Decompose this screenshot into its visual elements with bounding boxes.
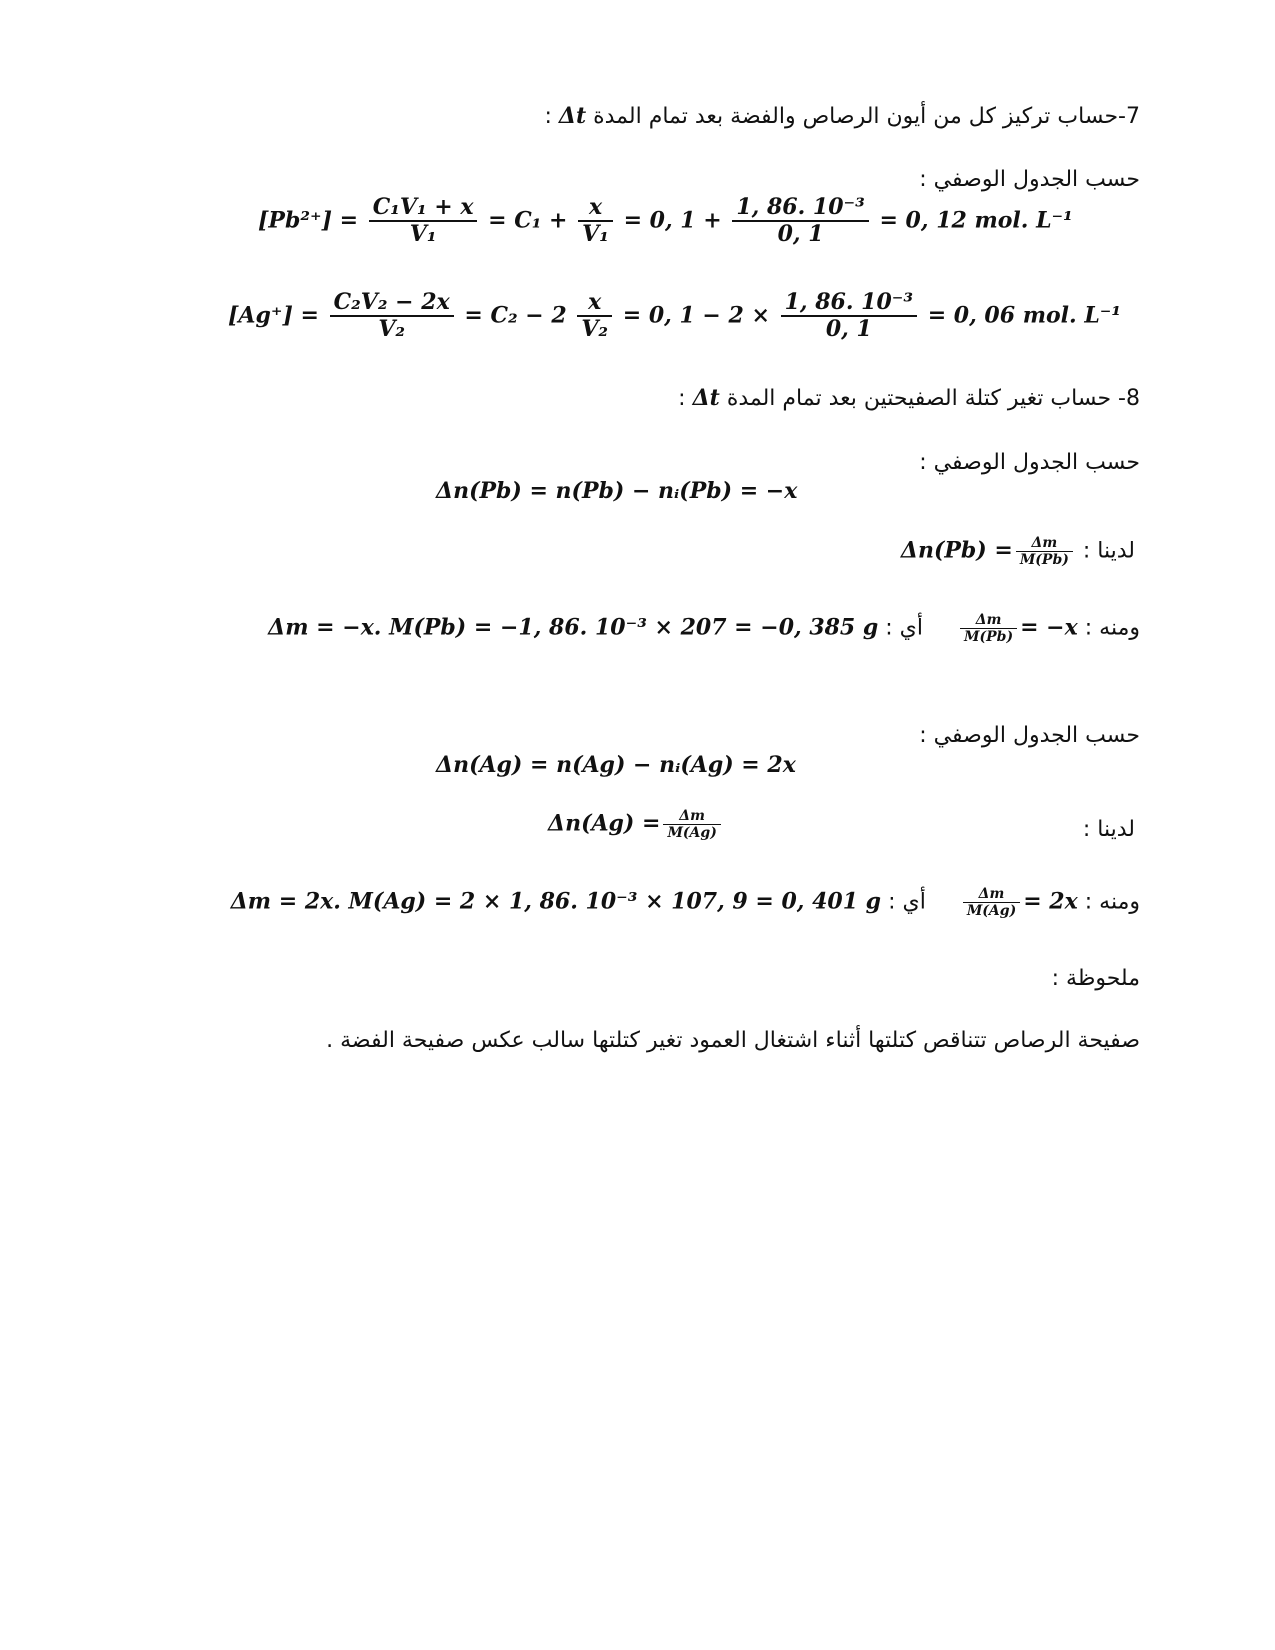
note-title: ملحوظة : bbox=[1051, 966, 1140, 991]
fraction: $\frac{x}{\text{V₁}}$ bbox=[578, 195, 613, 248]
table-reference-3: حسب الجدول الوصفي : bbox=[919, 723, 1140, 748]
fraction: $\frac{\text{C₁V₁ + x}}{\text{V₁}}$ bbox=[369, 195, 478, 248]
note-text: صفيحة الرصاص تتناقص كتلتها أثناء اشتغال العمود تغير كتلتها سالب عكس صفيحة الفضة . bbox=[326, 1028, 1140, 1053]
equation-pb-concentration: [Pb²⁺] = $\frac{\text{C₁V₁ + x}}{\text{V₁}}$ = C₁ + $\frac{x}{\text{V₁}}$ = 0, 1 + $\frac{\text{1, 86. 10⁻³}}{0, 1}$ = 0, 12 mol. L⁻¹ bbox=[258, 194, 1073, 248]
ag-hence-line: ومنه : $\frac{\Delta m}{M(Ag)}$ = 2x أي : Δm = 2x. M(Ag) = 2 × 1, 86. 10⁻³ × 107, 9 = 0, 401 g bbox=[230, 886, 1140, 920]
ag-we-have-label: لدينا : bbox=[1082, 817, 1135, 842]
fraction: $\frac{\text{C₂V₂ − 2x}}{\text{V₂}}$ bbox=[330, 290, 454, 343]
ag-delta-n-equation: Δn(Ag) = n(Ag) − nᵢ(Ag) = 2x bbox=[436, 752, 796, 778]
pb-we-have-line: لدينا : Δn(Pb) = $\frac{\Delta m}{M(Pb)}$ bbox=[900, 535, 1135, 569]
equation-ag-concentration: [Ag⁺] = $\frac{\text{C₂V₂ − 2x}}{\text{V₂}}$ = C₂ − 2 $\frac{x}{\text{V₂}}$ = 0, 1 − 2 × $\frac{\text{1, 86. 10⁻³}}{0, 1}$ = 0, 06 mol. L⁻¹ bbox=[228, 289, 1122, 343]
pb-hence-line: ومنه : $\frac{\Delta m}{M(Pb)}$ = −x أي : Δm = −x. M(Pb) = −1, 86. 10⁻³ × 207 = −0, 385 g bbox=[268, 612, 1140, 646]
fraction: $\frac{x}{\text{V₂}}$ bbox=[577, 290, 612, 343]
table-reference-1: حسب الجدول الوصفي : bbox=[919, 167, 1140, 192]
table-reference-2: حسب الجدول الوصفي : bbox=[919, 450, 1140, 475]
ag-delta-n-mass: Δn(Ag) = $\frac{\Delta m}{M(Ag)}$ bbox=[548, 808, 724, 841]
section-8-title: 8- حساب تغير كتلة الصفيحتين بعد تمام المدة Δt : bbox=[678, 385, 1140, 411]
section-7-title: 7-حساب تركيز كل من أيون الرصاص والفضة بعد تمام المدة Δt : bbox=[544, 103, 1140, 129]
pb-delta-n-equation: Δn(Pb) = n(Pb) − nᵢ(Pb) = −x bbox=[436, 478, 798, 504]
fraction: $\frac{\text{1, 86. 10⁻³}}{0, 1}$ bbox=[781, 290, 917, 343]
fraction: $\frac{\text{1, 86. 10⁻³}}{0, 1}$ bbox=[732, 195, 868, 248]
